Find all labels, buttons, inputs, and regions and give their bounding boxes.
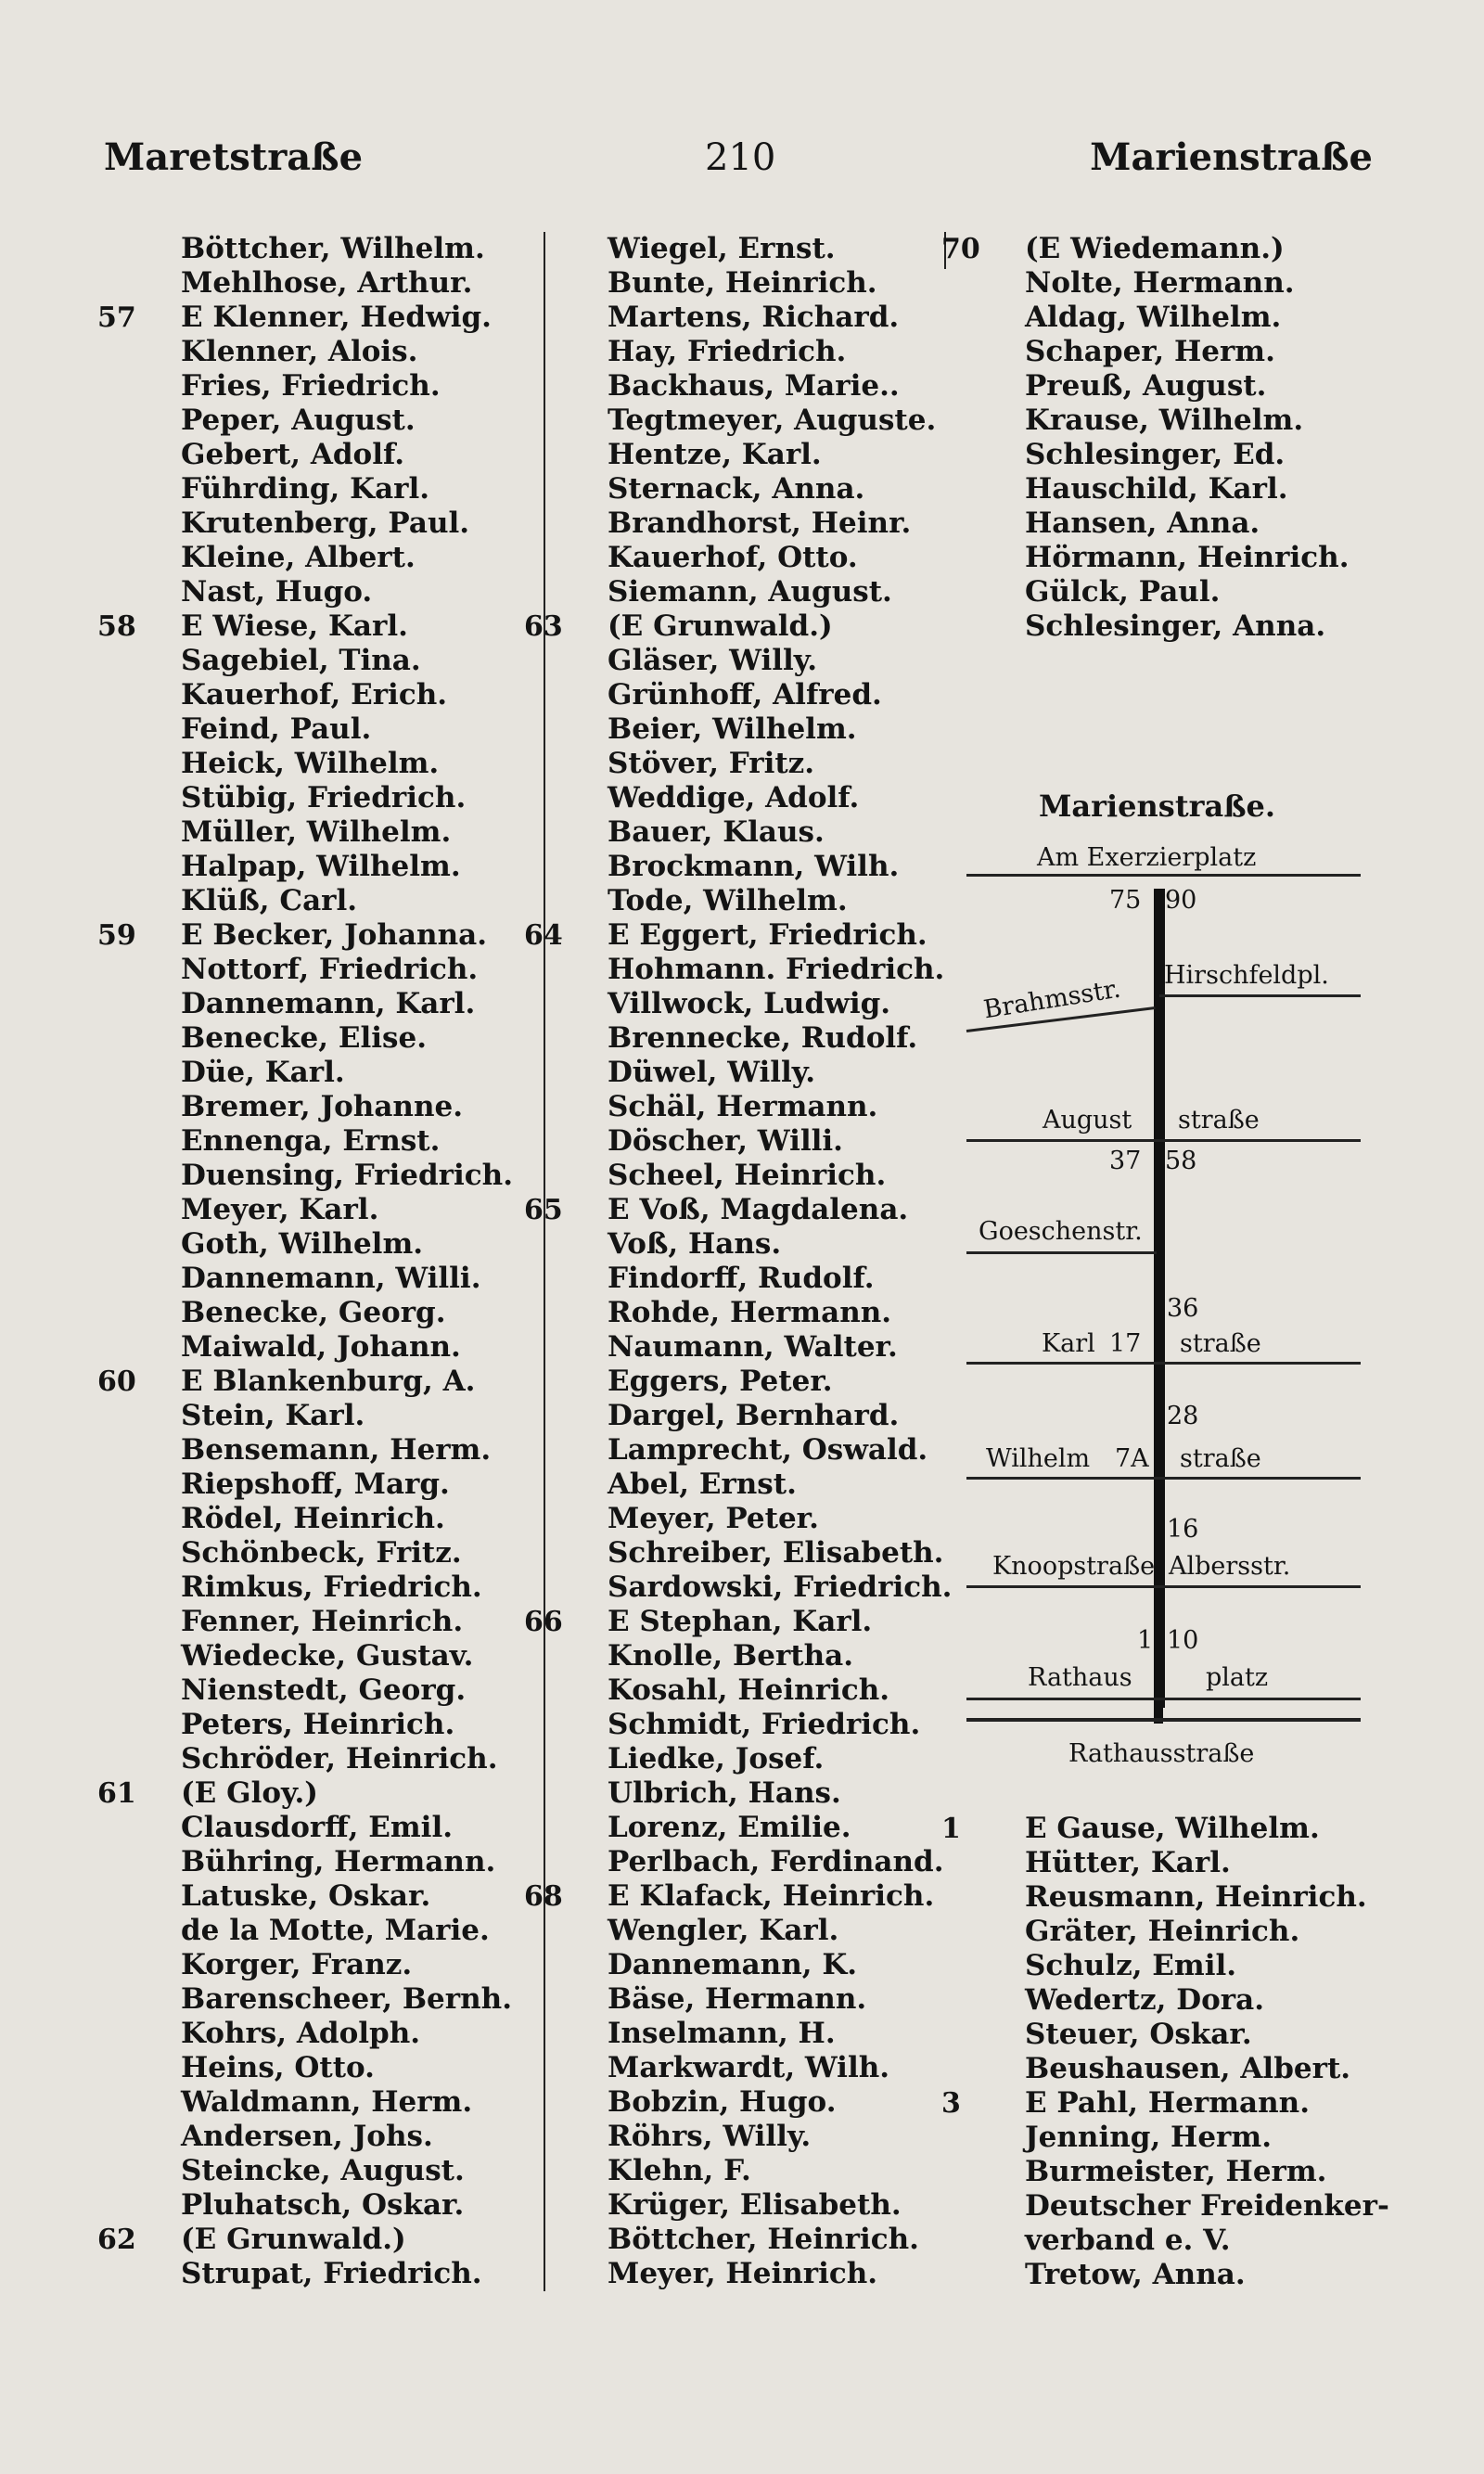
resident-name: Bauer, Klaus. bbox=[608, 815, 825, 849]
house-number: 58 bbox=[97, 610, 136, 643]
map-label: Brahmsstr. bbox=[981, 974, 1123, 1025]
resident-name: Heick, Wilhelm. bbox=[181, 747, 440, 780]
house-number: 3 bbox=[941, 2087, 961, 2120]
resident-name: Findorff, Rudolf. bbox=[608, 1262, 875, 1295]
resident-name: Gülck, Paul. bbox=[1025, 575, 1221, 609]
resident-name: Stübig, Friedrich. bbox=[181, 781, 467, 814]
resident-name: Führding, Karl. bbox=[181, 472, 430, 506]
resident-name: Wengler, Karl. bbox=[608, 1914, 839, 1947]
resident-name: Rödel, Heinrich. bbox=[181, 1502, 445, 1535]
map-line bbox=[966, 1362, 1361, 1365]
resident-name: Tode, Wilhelm. bbox=[608, 884, 848, 917]
map-label: Hirschfeldpl. bbox=[1164, 961, 1329, 990]
resident-name: Kosahl, Heinrich. bbox=[608, 1673, 890, 1707]
resident-name: Ulbrich, Hans. bbox=[608, 1776, 841, 1810]
resident-name: E Voß, Magdalena. bbox=[608, 1193, 909, 1226]
house-number: 66 bbox=[524, 1606, 563, 1638]
resident-name: Benecke, Georg. bbox=[181, 1296, 446, 1329]
resident-name: Böttcher, Wilhelm. bbox=[181, 232, 485, 265]
resident-name: Kauerhof, Otto. bbox=[608, 541, 858, 574]
map-num: 7A bbox=[1115, 1444, 1149, 1473]
resident-name: Schulz, Emil. bbox=[1025, 1949, 1237, 1982]
resident-name: Krutenberg, Paul. bbox=[181, 506, 470, 540]
resident-name: Brennecke, Rudolf. bbox=[608, 1021, 918, 1055]
resident-name: Bremer, Johanne. bbox=[181, 1090, 464, 1123]
map-num: 10 bbox=[1167, 1626, 1199, 1655]
resident-name: Backhaus, Marie.. bbox=[608, 369, 900, 403]
resident-name: Klüß, Carl. bbox=[181, 884, 358, 917]
map-num: 58 bbox=[1165, 1147, 1197, 1175]
resident-name: Ennenga, Ernst. bbox=[181, 1124, 441, 1158]
resident-name: Kohrs, Adolph. bbox=[181, 2017, 421, 2050]
map-title: Marienstraße. bbox=[1039, 788, 1275, 824]
map-label: Karl bbox=[1042, 1329, 1095, 1358]
resident-name: Krause, Wilhelm. bbox=[1025, 404, 1304, 437]
map-num: 28 bbox=[1167, 1402, 1199, 1430]
map-line bbox=[966, 1251, 1157, 1254]
resident-name: Benecke, Elise. bbox=[181, 1021, 427, 1055]
resident-name: Peters, Heinrich. bbox=[181, 1708, 455, 1741]
resident-name: E Pahl, Hermann. bbox=[1025, 2086, 1310, 2120]
resident-name: Bunte, Heinrich. bbox=[608, 266, 877, 300]
resident-name: Schäl, Hermann. bbox=[608, 1090, 878, 1123]
resident-name: Peper, August. bbox=[181, 404, 416, 437]
resident-name: E Klafack, Heinrich. bbox=[608, 1879, 935, 1913]
resident-name: Gebert, Adolf. bbox=[181, 438, 405, 471]
map-label: Knoopstraße bbox=[992, 1552, 1156, 1581]
resident-name: Brandhorst, Heinr. bbox=[608, 506, 912, 540]
map-label: straße bbox=[1180, 1444, 1261, 1473]
map-label: August bbox=[1043, 1106, 1132, 1134]
resident-name: Lorenz, Emilie. bbox=[608, 1811, 851, 1844]
resident-name: Duensing, Friedrich. bbox=[181, 1159, 513, 1192]
resident-name: Hörmann, Heinrich. bbox=[1025, 541, 1350, 574]
house-number: 70 bbox=[941, 233, 980, 265]
resident-name: Wedertz, Dora. bbox=[1025, 1983, 1265, 2017]
resident-name: E Wiese, Karl. bbox=[181, 609, 408, 643]
resident-name: Sardowski, Friedrich. bbox=[608, 1570, 953, 1604]
resident-name: Fries, Friedrich. bbox=[181, 369, 441, 403]
map-line bbox=[1159, 994, 1361, 997]
house-number: 65 bbox=[524, 1194, 563, 1226]
resident-name: Dannemann, K. bbox=[608, 1948, 858, 1981]
resident-name: Latuske, Oskar. bbox=[181, 1879, 431, 1913]
resident-name: Lamprecht, Oswald. bbox=[608, 1433, 928, 1467]
resident-name: Scheel, Heinrich. bbox=[608, 1159, 887, 1192]
resident-name: Mehlhose, Arthur. bbox=[181, 266, 473, 300]
house-number: 60 bbox=[97, 1365, 136, 1398]
house-number: 64 bbox=[524, 919, 563, 952]
resident-name: Sternack, Anna. bbox=[608, 472, 865, 506]
resident-name: Hohmann. Friedrich. bbox=[608, 953, 945, 986]
map-num: 37 bbox=[1109, 1147, 1142, 1175]
resident-name: Meyer, Peter. bbox=[608, 1502, 819, 1535]
resident-name: Tegtmeyer, Auguste. bbox=[608, 404, 937, 437]
resident-name: Siemann, August. bbox=[608, 575, 892, 609]
map-label: Wilhelm bbox=[986, 1444, 1091, 1473]
resident-name: Barenscheer, Bernh. bbox=[181, 1982, 512, 2016]
resident-name: (E Wiedemann.) bbox=[1025, 232, 1285, 265]
resident-name: Gräter, Heinrich. bbox=[1025, 1915, 1300, 1948]
resident-name: Jenning, Herm. bbox=[1025, 2121, 1272, 2154]
resident-name: (E Grunwald.) bbox=[181, 2223, 406, 2256]
map-label: Rathaus bbox=[1028, 1663, 1132, 1692]
resident-name: Grünhoff, Alfred. bbox=[608, 678, 882, 711]
resident-name: E Blankenburg, A. bbox=[181, 1365, 476, 1398]
map-num: 75 bbox=[1109, 886, 1142, 915]
resident-name: Knolle, Bertha. bbox=[608, 1639, 854, 1673]
map-line bbox=[966, 1718, 1361, 1722]
map-label-top: Am Exerzierplatz bbox=[1037, 843, 1257, 872]
resident-name: Beier, Wilhelm. bbox=[608, 712, 857, 746]
resident-name: Pluhatsch, Oskar. bbox=[181, 2188, 465, 2222]
resident-name: Nottorf, Friedrich. bbox=[181, 953, 479, 986]
running-head-left: Maretstraße bbox=[104, 135, 364, 179]
resident-name: Rimkus, Friedrich. bbox=[181, 1570, 482, 1604]
house-number: 59 bbox=[97, 919, 136, 952]
resident-name: Hauschild, Karl. bbox=[1025, 472, 1288, 506]
resident-name: E Klenner, Hedwig. bbox=[181, 301, 492, 334]
resident-name: (E Gloy.) bbox=[181, 1776, 318, 1810]
resident-name: Weddige, Adolf. bbox=[608, 781, 860, 814]
resident-name: Riepshoff, Marg. bbox=[181, 1468, 450, 1501]
resident-name: Müller, Wilhelm. bbox=[181, 815, 452, 849]
resident-name: Perlbach, Ferdinand. bbox=[608, 1845, 944, 1878]
resident-name: Waldmann, Herm. bbox=[181, 2085, 473, 2119]
house-number: 62 bbox=[97, 2224, 136, 2256]
resident-name: Dargel, Bernhard. bbox=[608, 1399, 900, 1432]
map-num: 36 bbox=[1167, 1294, 1199, 1323]
map-line bbox=[966, 1139, 1361, 1142]
resident-name: Aldag, Wilhelm. bbox=[1025, 301, 1282, 334]
map-label: straße bbox=[1178, 1106, 1260, 1134]
resident-name: Krüger, Elisabeth. bbox=[608, 2188, 902, 2222]
resident-name: Düe, Karl. bbox=[181, 1056, 345, 1089]
resident-name: Schlesinger, Ed. bbox=[1025, 438, 1286, 471]
resident-name: Brockmann, Wilh. bbox=[608, 850, 900, 883]
resident-name: Strupat, Friedrich. bbox=[181, 2257, 482, 2290]
resident-name: Dannemann, Willi. bbox=[181, 1262, 481, 1295]
resident-name: Halpap, Wilhelm. bbox=[181, 850, 461, 883]
resident-name: Röhrs, Willy. bbox=[608, 2120, 812, 2153]
house-number: 68 bbox=[524, 1880, 563, 1913]
resident-name: Heins, Otto. bbox=[181, 2051, 375, 2084]
map-line bbox=[966, 1698, 1361, 1700]
resident-name: Bühring, Hermann. bbox=[181, 1845, 496, 1878]
house-number: 63 bbox=[524, 610, 563, 643]
resident-name: Nolte, Hermann. bbox=[1025, 266, 1295, 300]
resident-name: de la Motte, Marie. bbox=[181, 1914, 490, 1947]
resident-name: Schlesinger, Anna. bbox=[1025, 609, 1326, 643]
resident-name: Tretow, Anna. bbox=[1025, 2258, 1246, 2291]
resident-name: Döscher, Willi. bbox=[608, 1124, 843, 1158]
resident-name: Martens, Richard. bbox=[608, 301, 900, 334]
map-label-bottom: Rathausstraße bbox=[1068, 1739, 1255, 1768]
resident-name: Böttcher, Heinrich. bbox=[608, 2223, 919, 2256]
resident-name: Voß, Hans. bbox=[608, 1227, 782, 1261]
resident-name: Bäse, Hermann. bbox=[608, 1982, 867, 2016]
resident-name: Meyer, Heinrich. bbox=[608, 2257, 878, 2290]
resident-name: Deutscher Freidenker- bbox=[1025, 2189, 1389, 2223]
map-line bbox=[966, 874, 1361, 877]
resident-name: Wiedecke, Gustav. bbox=[181, 1639, 474, 1673]
resident-name: Bensemann, Herm. bbox=[181, 1433, 492, 1467]
resident-name: Schaper, Herm. bbox=[1025, 335, 1275, 368]
map-num: 16 bbox=[1167, 1515, 1199, 1544]
resident-name: Hentze, Karl. bbox=[608, 438, 822, 471]
resident-name: E Becker, Johanna. bbox=[181, 918, 488, 952]
house-number: 57 bbox=[97, 301, 136, 334]
map-label: straße bbox=[1180, 1329, 1261, 1358]
resident-name: Fenner, Heinrich. bbox=[181, 1605, 464, 1638]
resident-name: E Eggert, Friedrich. bbox=[608, 918, 928, 952]
map-num: 90 bbox=[1165, 886, 1197, 915]
resident-name: verband e. V. bbox=[1025, 2224, 1231, 2257]
resident-name: Kauerhof, Erich. bbox=[181, 678, 448, 711]
resident-name: Hansen, Anna. bbox=[1025, 506, 1260, 540]
resident-name: Schröder, Heinrich. bbox=[181, 1742, 498, 1775]
resident-name: Kleine, Albert. bbox=[181, 541, 416, 574]
resident-name: Rohde, Hermann. bbox=[608, 1296, 892, 1329]
resident-name: Eggers, Peter. bbox=[608, 1365, 833, 1398]
column-rule bbox=[544, 232, 545, 2291]
resident-name: Reusmann, Heinrich. bbox=[1025, 1880, 1367, 1914]
resident-name: Schmidt, Friedrich. bbox=[608, 1708, 921, 1741]
map-label: Albersstr. bbox=[1169, 1552, 1291, 1581]
resident-name: Bobzin, Hugo. bbox=[608, 2085, 837, 2119]
resident-name: Preuß, August. bbox=[1025, 369, 1267, 403]
resident-name: E Gause, Wilhelm. bbox=[1025, 1812, 1320, 1845]
house-number: 1 bbox=[941, 1813, 961, 1845]
resident-name: Hütter, Karl. bbox=[1025, 1846, 1231, 1879]
resident-name: Liedke, Josef. bbox=[608, 1742, 825, 1775]
resident-name: Steuer, Oskar. bbox=[1025, 2018, 1252, 2051]
resident-name: Schreiber, Elisabeth. bbox=[608, 1536, 944, 1570]
map-line bbox=[966, 1585, 1361, 1588]
resident-name: Schönbeck, Fritz. bbox=[181, 1536, 462, 1570]
running-head-right: Marienstraße bbox=[1090, 135, 1373, 179]
resident-name: Nast, Hugo. bbox=[181, 575, 373, 609]
resident-name: (E Grunwald.) bbox=[608, 609, 833, 643]
resident-name: Andersen, Johs. bbox=[181, 2120, 433, 2153]
resident-name: Naumann, Walter. bbox=[608, 1330, 898, 1364]
resident-name: Hay, Friedrich. bbox=[608, 335, 847, 368]
resident-name: Klehn, F. bbox=[608, 2154, 751, 2187]
resident-name: Stöver, Fritz. bbox=[608, 747, 815, 780]
page-number: 210 bbox=[705, 136, 776, 179]
resident-name: Korger, Franz. bbox=[181, 1948, 413, 1981]
resident-name: Feind, Paul. bbox=[181, 712, 372, 746]
map-label: Goeschenstr. bbox=[979, 1217, 1143, 1246]
resident-name: Düwel, Willy. bbox=[608, 1056, 816, 1089]
resident-name: Stein, Karl. bbox=[181, 1399, 365, 1432]
house-number: 61 bbox=[97, 1777, 136, 1810]
resident-name: Gläser, Willy. bbox=[608, 644, 818, 677]
resident-name: Sagebiel, Tina. bbox=[181, 644, 421, 677]
resident-name: Abel, Ernst. bbox=[608, 1468, 797, 1501]
resident-name: E Stephan, Karl. bbox=[608, 1605, 873, 1638]
map-num: 17 bbox=[1109, 1329, 1142, 1358]
resident-name: Markwardt, Wilh. bbox=[608, 2051, 890, 2084]
resident-name: Klenner, Alois. bbox=[181, 335, 418, 368]
resident-name: Maiwald, Johann. bbox=[181, 1330, 461, 1364]
resident-name: Wiegel, Ernst. bbox=[608, 232, 836, 265]
resident-name: Burmeister, Herm. bbox=[1025, 2155, 1327, 2188]
map-line bbox=[966, 1477, 1361, 1480]
map-label: platz bbox=[1206, 1663, 1269, 1692]
resident-name: Villwock, Ludwig. bbox=[608, 987, 891, 1020]
resident-name: Clausdorff, Emil. bbox=[181, 1811, 454, 1844]
resident-name: Dannemann, Karl. bbox=[181, 987, 476, 1020]
resident-name: Goth, Wilhelm. bbox=[181, 1227, 424, 1261]
map-num: 1 bbox=[1137, 1626, 1154, 1655]
resident-name: Steincke, August. bbox=[181, 2154, 465, 2187]
resident-name: Nienstedt, Georg. bbox=[181, 1673, 467, 1707]
resident-name: Inselmann, H. bbox=[608, 2017, 836, 2050]
resident-name: Beushausen, Albert. bbox=[1025, 2052, 1351, 2085]
resident-name: Meyer, Karl. bbox=[181, 1193, 379, 1226]
